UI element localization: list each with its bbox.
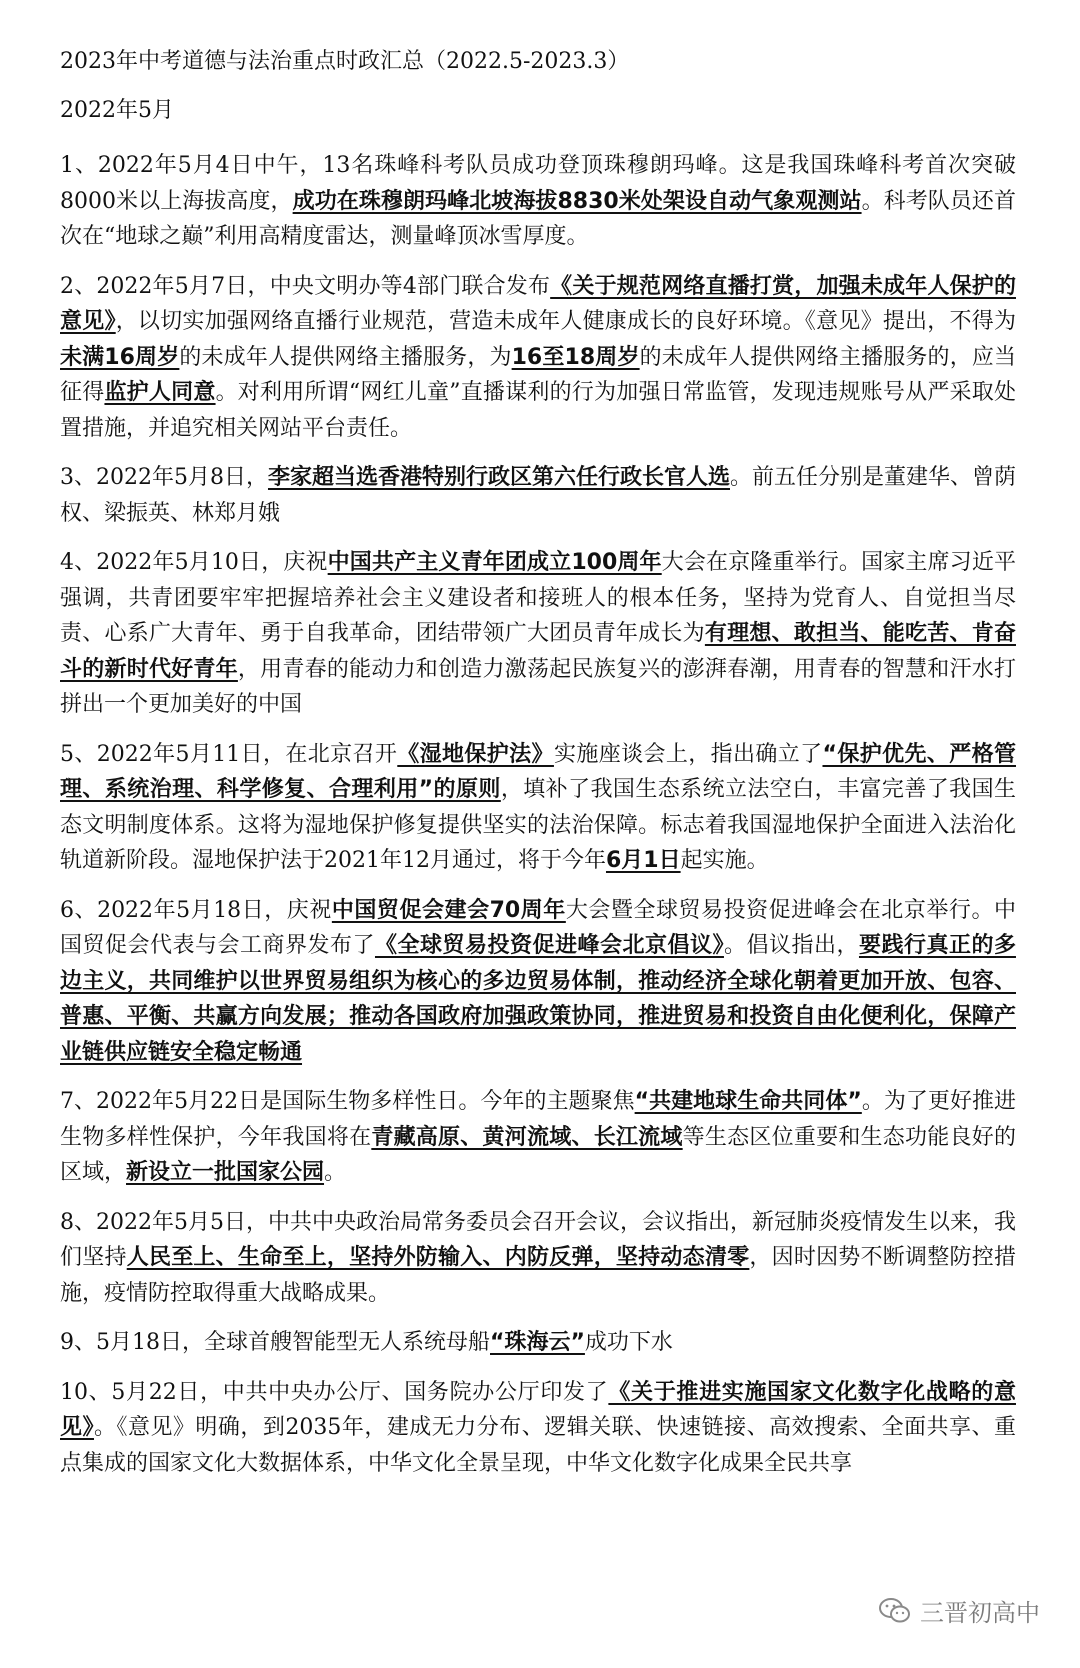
item-text: 10、5月22日，中共中央办公厅、国务院办公厅印发了	[60, 1379, 609, 1405]
news-item-list	[60, 148, 1016, 1481]
item-text: 。前五任分别是董建华、曾荫权、梁振英、林郑月娥	[60, 465, 1017, 526]
news-item	[60, 893, 1016, 1071]
document-body	[60, 44, 1016, 1495]
item-text: 6、2022年5月18日，庆祝	[60, 897, 332, 923]
news-item	[60, 545, 1016, 723]
item-text: 成功下水	[584, 1330, 673, 1355]
highlighted-key-point: 6月1日	[605, 848, 681, 873]
item-text: 4、2022年5月10日，庆祝	[60, 550, 328, 575]
highlighted-key-point: 《关于推进实施国家文化数字化战略的意见》	[60, 1379, 1016, 1440]
highlighted-key-point: 《全球贸易投资促进峰会北京倡议》	[374, 933, 724, 958]
highlighted-key-point: “保护优先、严格管理、系统治理、科学修复、合理利用”的原则	[60, 741, 1016, 802]
item-text: 。倡议指出，	[723, 933, 859, 958]
highlighted-key-point: 青藏高原、黄河流域、长江流域	[371, 1124, 683, 1150]
item-text: 的未成年人提供网络主播服务的，应当征得	[60, 344, 1016, 405]
news-item	[60, 1375, 1016, 1482]
item-text: ，因时因势不断调整防控措施，疫情防控取得重大战略成果。	[60, 1245, 1016, 1306]
item-text: ，以切实加强网络直播行业规范，营造未成年人健康成长的良好环境。《意见》提出，不得为	[115, 309, 1016, 334]
item-text: 2、2022年5月7日，中央文明办等4部门联合发布	[60, 273, 551, 299]
news-item	[60, 1325, 1016, 1361]
item-text: ，填补了我国生态系统立法空白，丰富完善了我国生态文明制度体系。这将为湿地保护修复提供坚实的法治保障。标志着我国湿地保护全面进入法治化轨道新阶段。湿地保护法于2021年12月通过，将于今年	[60, 777, 1016, 873]
item-text: 大会在京隆重举行。国家主席习近平强调，共青团要牢牢把握培养社会主义建设者和接班人的根本任务，坚持为党育人、自觉担当尽责、心系广大青年、勇于自我革命，团结带领广大团员青年成长为	[60, 550, 1016, 646]
item-text: 5、2022年5月11日，在北京召开	[60, 741, 398, 767]
item-text: 实施座谈会上，指出确立了	[553, 741, 823, 767]
news-item	[60, 1205, 1016, 1312]
item-text: 3、2022年5月8日，	[60, 465, 268, 490]
highlighted-key-point: 16至18周岁	[511, 344, 640, 370]
highlighted-key-point: 监护人同意	[104, 380, 216, 405]
news-item	[60, 460, 1016, 531]
highlighted-key-point: 《湿地保护法》	[397, 741, 554, 767]
document-title: 2023年中考道德与法治重点时政汇总（2022.5-2023.3）	[60, 49, 630, 74]
watermark-text: 三晋初高中	[920, 1599, 1040, 1627]
item-text: 1、2022年5月4日中午，13名珠峰科考队员成功登顶珠穆朗玛峰。这是我国珠峰科考首次突破8000米以上海拔高度，	[60, 153, 1016, 214]
highlighted-key-point: 中国贸促会建会70周年	[331, 897, 566, 923]
news-item	[60, 737, 1016, 879]
watermark	[878, 1593, 1040, 1628]
highlighted-key-point: “共建地球生命共同体”	[634, 1089, 862, 1114]
highlighted-key-point: “珠海云”	[490, 1330, 585, 1355]
highlighted-key-point: 中国共产主义青年团成立100周年	[327, 550, 662, 575]
highlighted-key-point: 人民至上、生命至上，坚持外防输入、内防反弹，坚持动态清零	[126, 1245, 750, 1270]
item-text: 。	[324, 1160, 347, 1185]
item-text: 9、5月18日，全球首艘智能型无人系统母船	[60, 1330, 490, 1355]
item-text: 的未成年人提供网络主播服务，为	[179, 344, 512, 370]
news-item	[60, 1084, 1016, 1191]
highlighted-key-point: 要践行真正的多边主义，共同维护以世界贸易组织为核心的多边贸易体制，推动经济全球化朝着更加开放、包容、普惠、平衡、共赢方向发展；推动各国政府加强政策协同，推进贸易和投资自由化便利化，保障产业链供应链安全稳定畅通	[60, 933, 1016, 1065]
item-text: 。科考队员还首次在“地球之巅”利用高精度雷达，测量峰顶冰雪厚度。	[60, 188, 1016, 249]
news-item	[60, 269, 1016, 447]
item-text: 8、2022年5月5日，中共中央政治局常务委员会召开会议，会议指出，新冠肺炎疫情发生以来，我们坚持	[60, 1209, 1016, 1270]
highlighted-key-point: 有理想、敢担当、能吃苦、肯奋斗的新时代好青年	[60, 621, 1016, 682]
highlighted-key-point: 《关于规范网络直播打赏，加强未成年人保护的意见》	[60, 273, 1016, 334]
item-text: 7、2022年5月22日是国际生物多样性日。今年的主题聚焦	[60, 1089, 635, 1114]
highlighted-key-point: 成功在珠穆朗玛峰北坡海拔8830米处架设自动气象观测站	[292, 188, 862, 214]
highlighted-key-point: 李家超当选香港特别行政区第六任行政长官人选	[267, 465, 730, 490]
item-text: 大会暨全球贸易投资促进峰会在北京举行。中国贸促会代表与会工商界发布了	[60, 897, 1016, 958]
month-heading: 2022年5月	[60, 98, 174, 123]
item-text: ，用青春的能动力和创造力激荡起民族复兴的澎湃春潮，用青春的智慧和汗水打拼出一个更加美好的中国	[60, 656, 1016, 717]
item-text: 。对利用所谓“网红儿童”直播谋利的行为加强日常监管，发现违规账号从严采取处置措施，并追究相关网站平台责任。	[60, 380, 1016, 441]
item-text: 。为了更好推进生物多样性保护，今年我国将在	[60, 1089, 1016, 1150]
highlighted-key-point: 未满16周岁	[60, 344, 180, 370]
wechat-icon	[878, 1597, 912, 1625]
news-item	[60, 148, 1016, 255]
highlighted-key-point: 新设立一批国家公园	[126, 1160, 325, 1185]
item-text: 。《意见》明确，到2035年，建成无力分布、逻辑关联、快速链接、高效搜索、全面共享、重点集成的国家文化大数据体系，中华文化全景呈现，中华文化数字化成果全民共享	[60, 1415, 1016, 1476]
item-text: 起实施。	[680, 848, 769, 873]
item-text: 等生态区位重要和生态功能良好的区域，	[60, 1124, 1016, 1185]
